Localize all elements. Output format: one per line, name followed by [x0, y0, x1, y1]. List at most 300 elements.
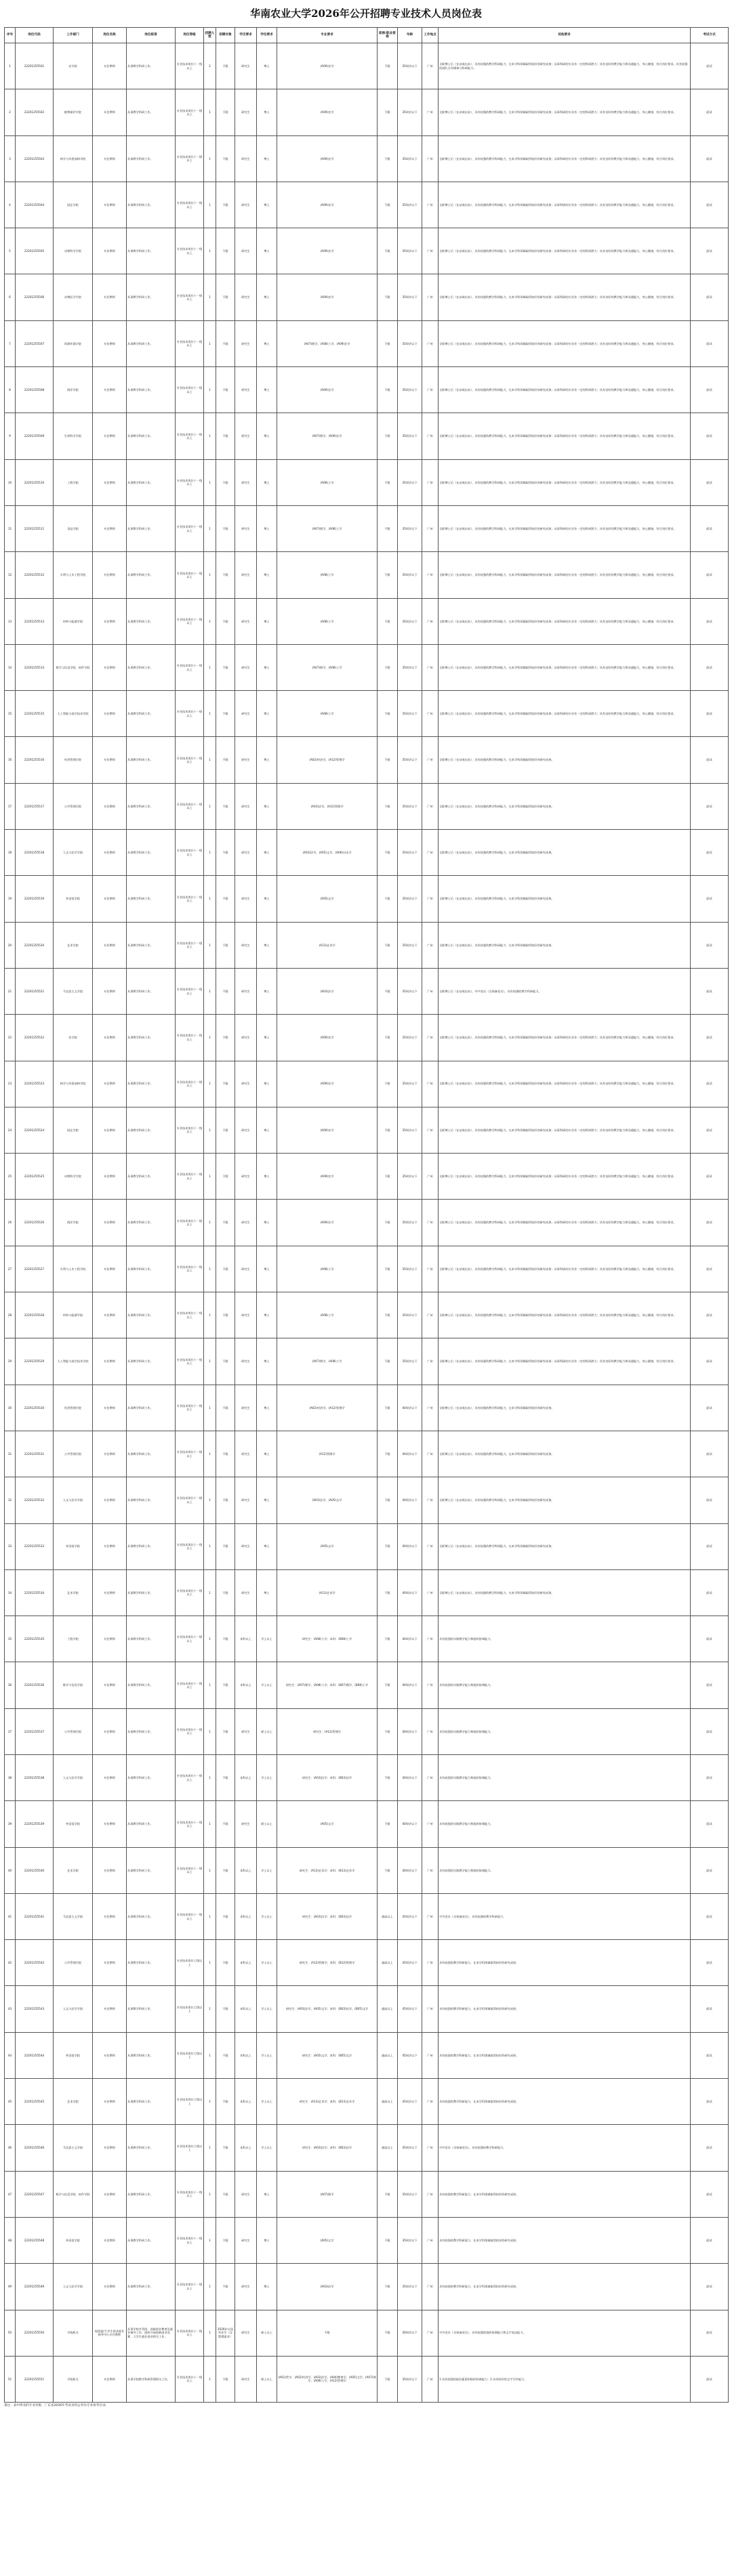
cell-exam: 面试	[691, 1986, 729, 2032]
cell-duty: 从事教学科研工作。	[127, 2264, 176, 2310]
cell-other-requirements: 具有较强的教学科研能力，在本学科领域取得较好的研究成果。	[439, 2171, 691, 2217]
cell-other-requirements: 具有较强的实践教学能力和组织协调能力。	[439, 1847, 691, 1893]
table-row	[5, 413, 729, 459]
cell-title: 副高以上	[378, 1893, 398, 1939]
cell-position-name: 专任教师	[93, 1801, 127, 1847]
cell-duty: 从事学校教学科研管理相关工作。	[127, 2356, 176, 2402]
cell-department: 水利与土木工程学院	[54, 552, 93, 598]
cell-age: 35周岁以下	[398, 135, 422, 182]
cell-education: 研究生	[235, 1292, 257, 1338]
cell-title: 不限	[378, 2171, 398, 2217]
cell-number: 11	[5, 505, 16, 551]
cell-age: 35周岁以下	[398, 552, 422, 598]
table-row	[5, 922, 729, 968]
cell-duty: 从事教学科研工作。	[127, 320, 176, 366]
cell-duty: 从事教学科研工作。	[127, 1107, 176, 1153]
cell-position-name: 专任教师	[93, 43, 127, 89]
cell-duty: 从事教学科研工作。	[127, 1477, 176, 1523]
cell-major: (A03)法学	[277, 968, 378, 1014]
cell-title: 不限	[378, 1061, 398, 1107]
cell-number: 32	[5, 1477, 16, 1523]
cell-education: 本科以上	[235, 2125, 257, 2171]
cell-count: 1	[204, 505, 216, 551]
cell-position-name: 专任教师	[93, 1200, 127, 1246]
cell-duty: 从事教学科研工作。	[127, 1893, 176, 1939]
cell-other-requirements: 全职博士后（在站或出站）、具有较强的教学科研能力，在本学科领域取得较好的研究成果；从事科研的应具有一定的科研潜力；具有良好的教学能力和沟通能力，身心健康，符合岗位要求。	[439, 1015, 691, 1061]
cell-position-name: 校团委/大学生创业就业指导中心专任教师	[93, 2310, 127, 2356]
cell-target: 不限	[216, 1616, 235, 1662]
table-row	[5, 552, 729, 598]
cell-exam: 面试	[691, 2171, 729, 2217]
cell-exam: 面试	[691, 459, 729, 505]
cell-duty: 从事教学科研工作。	[127, 1431, 176, 1477]
cell-other-requirements: 全职博士后（在站或出站）、具有较强的教学科研能力，在本学科领域取得较好的研究成果；从事科研的应具有一定的科研潜力；具有良好的教学能力和沟通能力，身心健康，符合岗位要求。	[439, 691, 691, 737]
cell-exam: 面试	[691, 598, 729, 644]
cell-degree: 博士	[257, 413, 277, 459]
cell-target: 不限	[216, 1200, 235, 1246]
cell-number: 47	[5, 2171, 16, 2217]
cell-department: 海洋学院	[54, 1200, 93, 1246]
cell-exam: 面试	[691, 737, 729, 783]
cell-count: 1	[204, 1569, 216, 1616]
cell-major: (A09)农学	[277, 182, 378, 228]
table-row	[5, 135, 729, 182]
cell-age: 40周岁以下	[398, 1708, 422, 1754]
cell-number: 36	[5, 1662, 16, 1708]
cell-position-name: 专任教师	[93, 1385, 127, 1431]
cell-major: (A03)法学，(A05)文学	[277, 1477, 378, 1523]
cell-exam: 面试	[691, 228, 729, 274]
cell-duty: 从事教学科研工作。	[127, 2217, 176, 2263]
cell-other-requirements: 全职博士后（在站或出站）、具有较强的教学科研能力，在本学科领域取得较好的研究成果；从事科研的应具有一定的科研潜力；具有良好的教学能力和沟通能力，身心健康，符合岗位要求。	[439, 1154, 691, 1200]
cell-department: 外国语学院	[54, 876, 93, 922]
cell-duty: 从事教学科研工作。	[127, 2171, 176, 2217]
cell-age: 35周岁以下	[398, 2356, 422, 2402]
cell-level: 专业技术岗位十一级以上	[176, 552, 204, 598]
cell-other-requirements: 具有较强的教学科研能力，在本学科领域取得较好的研究成果。	[439, 2217, 691, 2263]
cell-count: 1	[204, 1292, 216, 1338]
cell-title: 不限	[378, 1662, 398, 1708]
cell-major: (A05)文学	[277, 1801, 378, 1847]
cell-education: 研究生	[235, 1523, 257, 1569]
cell-exam: 面试	[691, 1154, 729, 1200]
cell-location: 广州	[422, 968, 439, 1014]
cell-number: 34	[5, 1569, 16, 1616]
cell-target: 不限	[216, 1569, 235, 1616]
cell-count: 1	[204, 1523, 216, 1569]
cell-other-requirements: 具有较强的教学科研能力，在本学科领域取得较好的研究成果。	[439, 2264, 691, 2310]
cell-target: 不限	[216, 2264, 235, 2310]
header-cell: 学位要求	[257, 28, 277, 43]
cell-duty: 从事教学科研工作。	[127, 968, 176, 1014]
cell-number: 21	[5, 968, 16, 1014]
header-cell: 专业要求	[277, 28, 378, 43]
cell-title: 不限	[378, 644, 398, 690]
cell-duty: 从事教学科研工作。	[127, 1385, 176, 1431]
cell-count: 1	[204, 1477, 216, 1523]
cell-title: 不限	[378, 552, 398, 598]
cell-title: 不限	[378, 1523, 398, 1569]
cell-position-code: 22201255510	[16, 459, 54, 505]
cell-duty: 从事教学科研工作。	[127, 2032, 176, 2078]
cell-department: 人工智能与低空技术学院	[54, 691, 93, 737]
cell-department: 数学与信息学院、软件学院	[54, 644, 93, 690]
cell-department: 林学与风景园林学院	[54, 1061, 93, 1107]
cell-other-requirements: 中共党员（含预备党员），具有较强的组织协调能力和文字表达能力。	[439, 2310, 691, 2356]
cell-title: 不限	[378, 1754, 398, 1800]
cell-other-requirements: 具有较强的教学科研能力，在本学科领域取得较好的研究成果。	[439, 2079, 691, 2125]
cell-degree: 博士	[257, 1200, 277, 1246]
cell-exam: 面试	[691, 876, 729, 922]
cell-department: 食品学院	[54, 505, 93, 551]
cell-position-code: 22201255502	[16, 89, 54, 135]
cell-location: 广州	[422, 1662, 439, 1708]
cell-target: 不限	[216, 89, 235, 135]
cell-degree: 学士以上	[257, 1754, 277, 1800]
cell-major: 研究生：(A13)艺术学；本科：(B13)艺术学	[277, 1847, 378, 1893]
cell-degree: 学士以上	[257, 1616, 277, 1662]
table-row	[5, 830, 729, 876]
cell-count: 1	[204, 2032, 216, 2078]
cell-level: 专业技术岗位十一级以上	[176, 644, 204, 690]
cell-position-code: 22201255544	[16, 2032, 54, 2078]
table-row	[5, 1662, 729, 1708]
cell-major: 不限	[277, 2310, 378, 2356]
cell-location: 广州	[422, 598, 439, 644]
cell-department: 人文与法学学院	[54, 830, 93, 876]
cell-target: 不限	[216, 182, 235, 228]
cell-level: 专业技术岗位十一级以上	[176, 182, 204, 228]
cell-duty: 从事教学科研工作。	[127, 505, 176, 551]
cell-other-requirements: 中共党员（含预备党员），具有较强的教学科研能力。	[439, 1893, 691, 1939]
cell-other-requirements: 全职博士后（在站或出站），具有较强的教学科研能力，在本学科领域取得较好的研究成果。	[439, 1385, 691, 1431]
cell-count: 1	[204, 783, 216, 829]
cell-number: 6	[5, 274, 16, 320]
cell-degree: 博士	[257, 274, 277, 320]
cell-level: 专业技术岗位七级以上	[176, 2125, 204, 2171]
cell-position-name: 专任教师	[93, 1662, 127, 1708]
cell-position-name: 专任教师	[93, 598, 127, 644]
table-row	[5, 89, 729, 135]
cell-other-requirements: 全职博士后（在站或出站）、具有较强的教学科研能力，在本学科领域取得较好的研究成果；从事科研的应具有一定的科研潜力；具有良好的教学能力和沟通能力，身心健康，符合岗位要求。	[439, 135, 691, 182]
cell-position-code: 22201255523	[16, 1061, 54, 1107]
cell-number: 41	[5, 1893, 16, 1939]
cell-position-code: 22201255521	[16, 968, 54, 1014]
cell-exam: 面试	[691, 1292, 729, 1338]
table-row	[5, 2356, 729, 2402]
cell-location: 广州	[422, 783, 439, 829]
cell-exam: 面试	[691, 783, 729, 829]
cell-major: (A09)农学	[277, 43, 378, 89]
cell-duty: 从事教学科研工作。	[127, 1154, 176, 1200]
cell-location: 广州	[422, 1569, 439, 1616]
cell-count: 1	[204, 737, 216, 783]
cell-title: 不限	[378, 1154, 398, 1200]
cell-target: 不限	[216, 1893, 235, 1939]
cell-duty: 从事教学科研工作。	[127, 737, 176, 783]
cell-major: (A09)农学	[277, 228, 378, 274]
cell-degree: 博士	[257, 2217, 277, 2263]
cell-number: 24	[5, 1107, 16, 1153]
cell-title: 不限	[378, 968, 398, 1014]
cell-degree: 硕士以上	[257, 2310, 277, 2356]
cell-major: (A07)理学，(A08)工学	[277, 644, 378, 690]
cell-target: 不限	[216, 2171, 235, 2217]
cell-location: 广州	[422, 274, 439, 320]
cell-degree: 学士以上	[257, 2032, 277, 2078]
cell-position-code: 22201255529	[16, 1338, 54, 1385]
cell-education: 研究生	[235, 2171, 257, 2217]
cell-degree: 博士	[257, 1569, 277, 1616]
cell-major: (A08)工学	[277, 691, 378, 737]
cell-major: 研究生：(A12)管理学	[277, 1708, 378, 1754]
cell-title: 不限	[378, 2356, 398, 2402]
cell-position-name: 专任教师	[93, 1616, 127, 1662]
cell-title: 不限	[378, 367, 398, 413]
cell-age: 40周岁以下	[398, 1847, 422, 1893]
cell-education: 研究生	[235, 737, 257, 783]
cell-target: 不限	[216, 598, 235, 644]
header-cell: 考试方式	[691, 28, 729, 43]
cell-location: 广州	[422, 1431, 439, 1477]
cell-location: 广州	[422, 644, 439, 690]
cell-level: 专业技术岗位十一级以上	[176, 367, 204, 413]
cell-count: 1	[204, 1986, 216, 2032]
cell-major: (A07)理学	[277, 2171, 378, 2217]
cell-age: 35周岁以下	[398, 691, 422, 737]
header-cell: 岗位代码	[16, 28, 54, 43]
cell-title: 不限	[378, 1200, 398, 1246]
cell-count: 1	[204, 2125, 216, 2171]
table-row	[5, 1523, 729, 1569]
cell-target: 不限	[216, 274, 235, 320]
cell-location: 广州	[422, 135, 439, 182]
cell-position-code: 22201255531	[16, 1431, 54, 1477]
cell-title: 不限	[378, 320, 398, 366]
cell-level: 专业技术岗位十一级以上	[176, 1200, 204, 1246]
cell-duty: 从事教学科研工作。	[127, 1200, 176, 1246]
cell-duty: 从事教学科研工作。	[127, 830, 176, 876]
cell-department: 经济管理学院	[54, 737, 93, 783]
cell-duty: 从事教学科研工作。	[127, 228, 176, 274]
cell-age: 45周岁以下	[398, 1940, 422, 1986]
table-row	[5, 1569, 729, 1616]
cell-age: 35周岁以下	[398, 89, 422, 135]
cell-level: 专业技术岗位十一级以上	[176, 1893, 204, 1939]
cell-count: 1	[204, 2217, 216, 2263]
cell-position-name: 专任教师	[93, 1154, 127, 1200]
cell-degree: 博士	[257, 737, 277, 783]
table-row	[5, 2125, 729, 2171]
cell-major: 研究生：(A13)艺术学；本科：(B13)艺术学	[277, 2079, 378, 2125]
cell-education: 本科以上	[235, 1893, 257, 1939]
cell-duty: 从事教学科研工作。	[127, 644, 176, 690]
cell-number: 9	[5, 413, 16, 459]
cell-age: 35周岁以下	[398, 1338, 422, 1385]
cell-level: 专业技术岗位十一级以上	[176, 1292, 204, 1338]
header-cell: 岗位名称	[93, 28, 127, 43]
cell-department: 人文与法学学院	[54, 1986, 93, 2032]
cell-position-code: 22201255534	[16, 1569, 54, 1616]
cell-position-code: 22201255548	[16, 2217, 54, 2263]
cell-location: 广州	[422, 2079, 439, 2125]
cell-exam: 面试	[691, 2125, 729, 2171]
cell-number: 12	[5, 552, 16, 598]
footnote: 备注：表中涉及的专业名称，广东省2026年考试录用公务员专业参考目录。	[4, 2404, 109, 2408]
cell-position-code: 22201255541	[16, 1893, 54, 1939]
cell-education: 研究生	[235, 644, 257, 690]
cell-duty: 从事教学科研工作。	[127, 1754, 176, 1800]
cell-duty: 从事教学科研工作。	[127, 367, 176, 413]
header-cell: 职称/职业资格	[378, 28, 398, 43]
cell-other-requirements: 全职博士后（在站或出站）、具有较强的教学科研能力，在本学科领域取得较好的研究成果；从事科研的应具有一定的科研潜力；具有良好的教学能力和沟通能力，身心健康，符合岗位要求。	[439, 505, 691, 551]
cell-age: 40周岁以下	[398, 1477, 422, 1523]
table-row	[5, 691, 729, 737]
cell-level: 专业技术岗位十一级以上	[176, 1847, 204, 1893]
cell-level: 专业技术岗位十一级以上	[176, 320, 204, 366]
cell-department: 海洋学院	[54, 367, 93, 413]
cell-education: 研究生	[235, 274, 257, 320]
cell-position-code: 22201255530	[16, 1385, 54, 1431]
cell-count: 1	[204, 182, 216, 228]
cell-position-code: 22201255550	[16, 2310, 54, 2356]
cell-level: 专业技术岗位十一级以上	[176, 2264, 204, 2310]
cell-position-name: 专任教师	[93, 89, 127, 135]
cell-age: 35周岁以下	[398, 922, 422, 968]
cell-count: 1	[204, 830, 216, 876]
cell-position-name: 专任教师	[93, 320, 127, 366]
page-title: 华南农业大学2026年公开招聘专业技术人员岗位表	[250, 7, 482, 20]
cell-other-requirements: 全职博士后（在站或出站）、具有较强的教学科研能力，在本学科领域取得较好的研究成果；从事科研的应具有一定的科研潜力；具有良好的教学能力和沟通能力，身心健康，符合岗位要求。	[439, 274, 691, 320]
cell-degree: 博士	[257, 691, 277, 737]
cell-degree: 学士以上	[257, 1940, 277, 1986]
cell-number: 15	[5, 691, 16, 737]
cell-exam: 面试	[691, 1616, 729, 1662]
cell-title: 不限	[378, 228, 398, 274]
cell-other-requirements: 全职博士后（在站或出站）、具有较强的教学科研能力，在本学科领域取得较好的研究成果；从事科研的应具有一定的科研潜力；具有良好的教学能力和沟通能力，身心健康，符合岗位要求。	[439, 1061, 691, 1107]
cell-target: 不限	[216, 367, 235, 413]
cell-level: 专业技术岗位十一级以上	[176, 1061, 204, 1107]
cell-age: 40周岁以下	[398, 1569, 422, 1616]
table-row	[5, 1801, 729, 1847]
cell-target: 不限	[216, 228, 235, 274]
cell-department: 数学与信息学院	[54, 1662, 93, 1708]
cell-position-code: 22201255512	[16, 552, 54, 598]
cell-position-code: 22201255520	[16, 922, 54, 968]
table-row	[5, 1385, 729, 1431]
cell-exam: 面试	[691, 413, 729, 459]
cell-title: 不限	[378, 1385, 398, 1431]
cell-count: 1	[204, 1893, 216, 1939]
cell-level: 专业技术岗位十一级以上	[176, 459, 204, 505]
cell-level: 专业技术岗位十一级以上	[176, 1523, 204, 1569]
cell-exam: 面试	[691, 2217, 729, 2263]
cell-target: 不限	[216, 2032, 235, 2078]
cell-target: 不限	[216, 1477, 235, 1523]
cell-location: 广州	[422, 922, 439, 968]
table-row	[5, 1200, 729, 1246]
cell-department: 动物医学学院	[54, 274, 93, 320]
cell-target: 不限	[216, 876, 235, 922]
table-row	[5, 2217, 729, 2263]
cell-education: 研究生	[235, 413, 257, 459]
cell-target: 不限	[216, 459, 235, 505]
cell-department: 材料与能源学院	[54, 598, 93, 644]
cell-number: 51	[5, 2356, 16, 2402]
cell-department: 艺术学院	[54, 1569, 93, 1616]
cell-degree: 学士以上	[257, 1847, 277, 1893]
cell-degree: 博士	[257, 43, 277, 89]
table-row	[5, 1986, 729, 2032]
cell-level: 专业技术岗位十一级以上	[176, 783, 204, 829]
cell-number: 35	[5, 1616, 16, 1662]
cell-education: 本科以上	[235, 1940, 257, 1986]
cell-other-requirements: 具有较强的实践教学能力和组织协调能力。	[439, 1662, 691, 1708]
cell-degree: 博士	[257, 783, 277, 829]
cell-target: 不限	[216, 691, 235, 737]
cell-position-code: 22201255503	[16, 135, 54, 182]
cell-age: 35周岁以下	[398, 1107, 422, 1153]
cell-other-requirements: 具有较强的教学科研能力，在本学科领域取得较好的研究成果。	[439, 2032, 691, 2078]
cell-position-name: 专任教师	[93, 2125, 127, 2171]
cell-title: 不限	[378, 182, 398, 228]
cell-position-code: 22201255526	[16, 1200, 54, 1246]
cell-location: 广州	[422, 1200, 439, 1246]
cell-education: 研究生	[235, 1107, 257, 1153]
cell-department: 动物科学学院	[54, 228, 93, 274]
cell-degree: 博士	[257, 1523, 277, 1569]
cell-exam: 面试	[691, 367, 729, 413]
cell-target: 不限	[216, 1662, 235, 1708]
cell-position-code: 22201255507	[16, 320, 54, 366]
cell-other-requirements: 全职博士后（在站或出站），具有较强的教学科研能力，在本学科领域取得较好的研究成果。	[439, 922, 691, 968]
cell-duty: 从事教学科研工作。	[127, 459, 176, 505]
cell-other-requirements: 全职博士后（在站或出站）、具有较强的教学科研能力，在本学科领域取得较好的研究成果；从事科研的应具有一定的科研潜力；具有良好的教学能力和沟通能力，身心健康，符合岗位要求。	[439, 1292, 691, 1338]
cell-other-requirements: 全职博士后（在站或出站），具有较强的教学科研能力，在本学科领域取得较好的研究成果。	[439, 1431, 691, 1477]
cell-exam: 面试	[691, 1338, 729, 1385]
cell-age: 35周岁以下	[398, 459, 422, 505]
cell-number: 20	[5, 922, 16, 968]
cell-exam: 面试	[691, 1523, 729, 1569]
cell-position-name: 专任教师	[93, 1708, 127, 1754]
cell-other-requirements: 具有较强的实践教学能力和组织协调能力。	[439, 1616, 691, 1662]
cell-number: 5	[5, 228, 16, 274]
cell-age: 35周岁以下	[398, 1154, 422, 1200]
cell-number: 28	[5, 1292, 16, 1338]
table-row	[5, 1015, 729, 1061]
cell-position-code: 22201255532	[16, 1477, 54, 1523]
cell-position-name: 专任教师	[93, 968, 127, 1014]
cell-department: 外国语学院	[54, 1801, 93, 1847]
cell-level: 专业技术岗位十一级以上	[176, 1385, 204, 1431]
cell-department: 农学院	[54, 1015, 93, 1061]
cell-count: 1	[204, 274, 216, 320]
cell-level: 专业技术岗位十一级以上	[176, 1107, 204, 1153]
cell-location: 广州	[422, 2125, 439, 2171]
cell-duty: 从事教学科研工作。	[127, 783, 176, 829]
cell-position-code: 22201255551	[16, 2356, 54, 2402]
cell-position-name: 专任教师	[93, 783, 127, 829]
cell-other-requirements: 全职博士后（在站或出站），具有较强的教学科研能力，在本学科领域取得较好的研究成果。	[439, 830, 691, 876]
cell-position-code: 22201255539	[16, 1801, 54, 1847]
cell-age: 45周岁以下	[398, 2125, 422, 2171]
cell-count: 1	[204, 2356, 216, 2402]
cell-target: 不限	[216, 2125, 235, 2171]
cell-other-requirements: 全职博士后（在站或出站）、具有较强的教学科研能力，在本学科领域取得较好的研究成果；从事科研的应具有一定的科研潜力；具有良好的教学能力和沟通能力，身心健康，符合岗位要求。	[439, 552, 691, 598]
table-row	[5, 1847, 729, 1893]
cell-level: 专业技术岗位十一级以上	[176, 876, 204, 922]
cell-department: 学校机关	[54, 2310, 93, 2356]
